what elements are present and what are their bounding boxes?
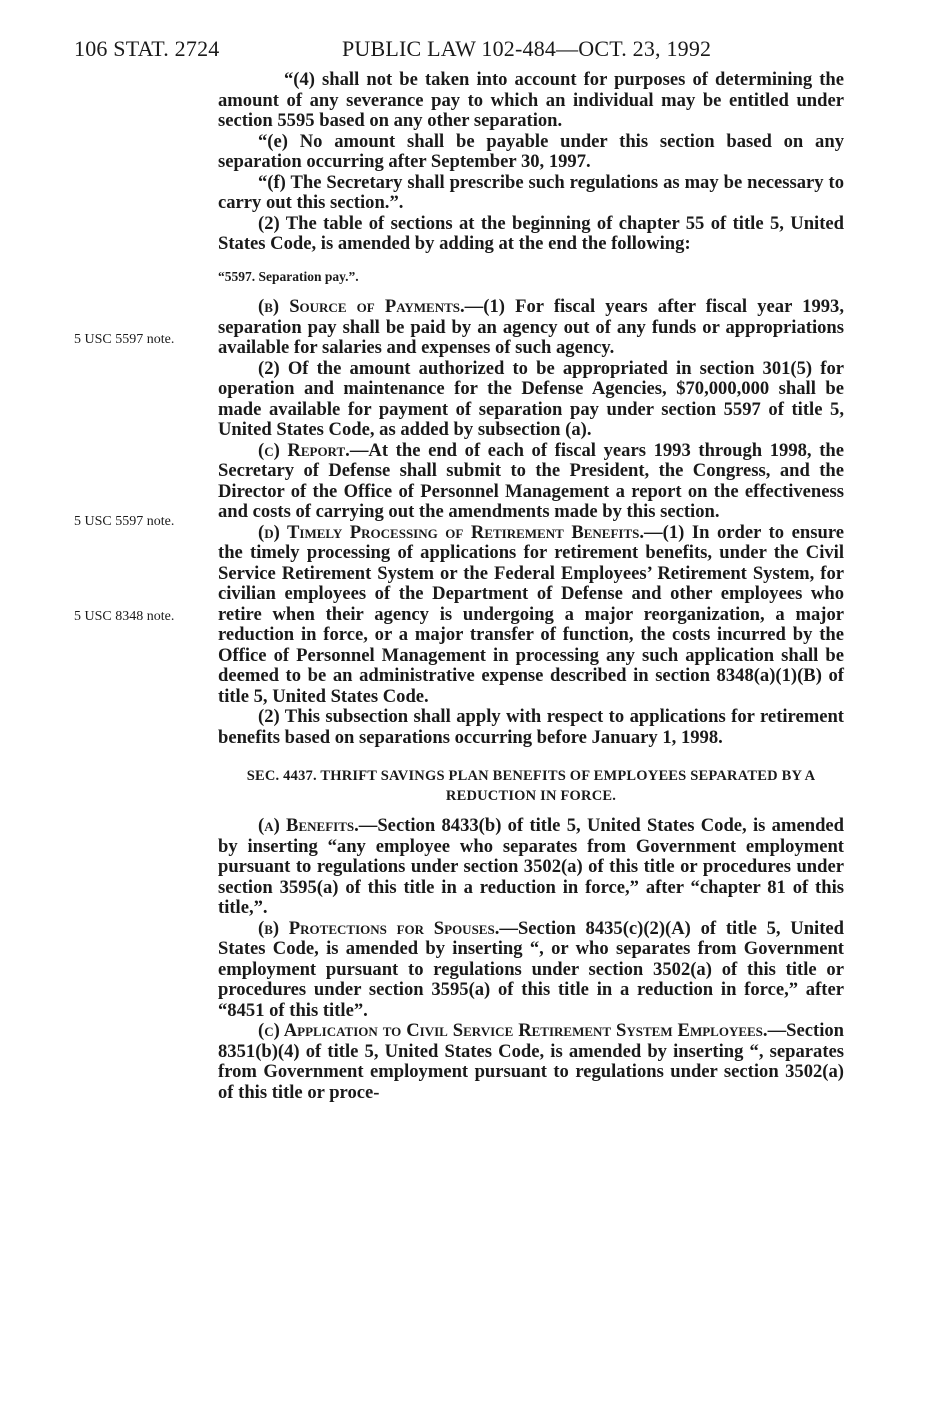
paragraph [218,297,844,359]
subsection-heading: (a) Benefits. [258,815,359,836]
paragraph [218,523,844,708]
paragraph: “(f) The Secretary shall prescribe such regulations as may be necessary to carry out this section.”. [218,171,844,213]
section-heading: SEC. 4437. THRIFT SAVINGS PLAN BENEFITS OF EMPLOYEES SEPARATED BY A REDUCTION IN FORCE. [246,768,816,804]
margin-note: 5 USC 5597 note. [74,514,175,529]
paragraph: “(4) shall not be taken into account for purposes of determining the amount of any severance pay to which an individual may be entitled under section 5595 based on any other separation. [218,69,844,131]
subsection-heading: (c) Application to Civil Service Retirement System Employees. [258,1020,768,1041]
paragraph: (2) The table of sections at the beginning of chapter 55 of title 5, United States Code, is amended by adding at the end the following: [218,212,844,254]
paragraph: (2) This subsection shall apply with respect to applications for retirement benefits based on separations occurring before January 1, 1998. [218,706,844,748]
paragraph: “(e) No amount shall be payable under this section based on any separation occurring after September 30, 1997. [218,130,844,172]
paragraph-text: —At the end of each of fiscal years 1993 through 1998, the Secretary of Defense shall submit to the President, the Congress, and the Director of the Office of Personnel Management a report on the effectiveness and costs of carrying out the amendments made by this section. [218,439,844,522]
margin-note: 5 USC 5597 note. [74,332,175,347]
paragraph: (2) Of the amount authorized to be appropriated in section 301(5) for operation and maintenance for the Defense Agencies, $70,000,000 shall be made available for payment of separation pay under section 5597 of title 5, United States Code, as added by subsection (a). [218,357,844,440]
paragraph [218,816,844,919]
subsection-heading: (b) Protections for Spouses. [258,917,500,939]
paragraph-text: —Section 8433(b) of title 5, United States Code, is amended by inserting “any employee who separates from Government employment pursuant to regulations under section 3502(a) of this title or procedures under section 3595(a) of this title in a reduction in force,” after “chapter 81 of this title,”. [218,815,845,918]
paragraph-text: —(1) For fiscal years after fiscal year 1993, separation pay shall be paid by an agency out of any funds or appropriations available for salaries and expenses of such agency. [218,296,844,358]
stat-citation: 106 STAT. 2724 [74,36,220,61]
paragraph [218,441,844,523]
paragraph [218,919,844,1022]
table-of-sections-entry: “5597. Separation pay.”. [218,268,359,284]
subsection-heading: (d) Timely Processing of Retirement Benefits. [258,521,645,543]
subsection-heading: (c) Report. [258,439,350,461]
paragraph-text: —Section 8351(b)(4) of title 5, United States Code, is amended by inserting “, separates from Government employment pursuant to regulations under section 3502(a) of this title or proce- [218,1020,844,1103]
paragraph-text: —(1) In order to ensure the timely processing of applications for retirement benefits, under the Civil Service Retirement System or the Federal Employees’ Retirement System, for civilian employees of the Department of Defense and other employees who retire when their agency is undergoing a major reorganization, a major reduction in force, or a major transfer of function, the costs incurred by the Office of Personnel Management in processing any such application shall be deemed to be an administrative expense described in section 8348(a)(1)(B) of title 5, United States Code. [218,521,844,707]
public-law-title: PUBLIC LAW 102-484—OCT. 23, 1992 [342,36,712,61]
margin-note: 5 USC 8348 note. [74,609,175,624]
paragraph [218,1021,844,1103]
subsection-heading: (b) Source of Payments. [258,296,465,317]
paragraph-text: —Section 8435(c)(2)(A) of title 5, United States Code, is amended by inserting “, or who separates from Government employment pursuant to regulations under section 3502(a) of this title or procedures under section 3595(a) of this title in a reduction in force,” after “8451 of this title”. [218,917,844,1021]
document-body [218,70,844,1103]
